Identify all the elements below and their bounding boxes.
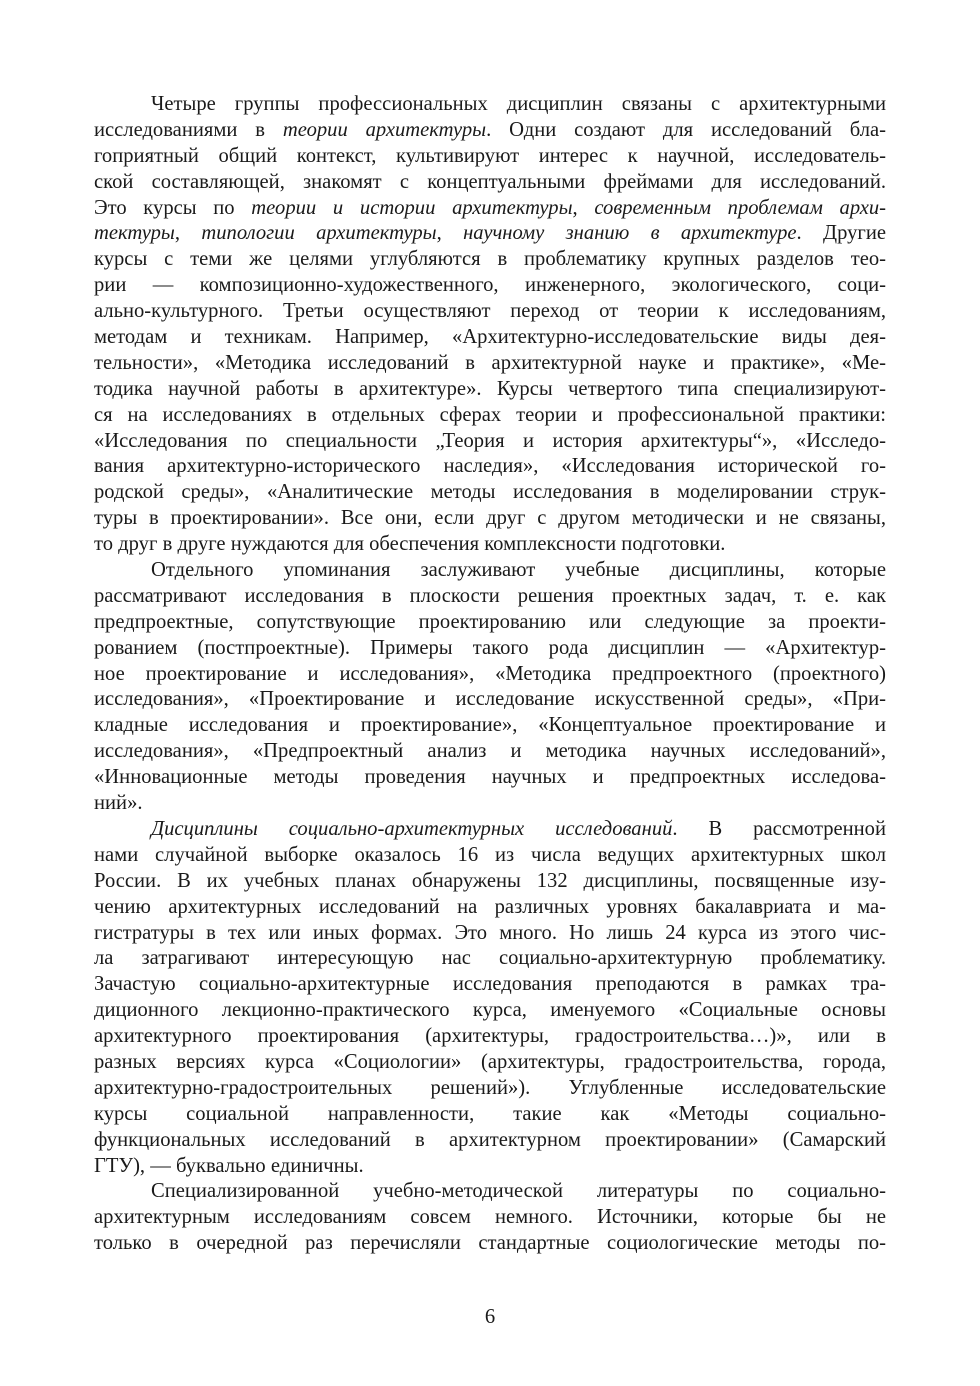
- text-line: [94, 998, 886, 1024]
- text-run: ской составляющей, знакомят с концептуальными фреймами для исследований.: [94, 170, 886, 193]
- text-run: Это курсы по: [94, 196, 252, 219]
- text-run: архитектурного проектирования (архитектуры, градостроительства…)», или в: [94, 1025, 886, 1048]
- text-run: гоприятный общий контекст, культивируют интерес к научной, исследователь-: [94, 144, 886, 167]
- body-text: [94, 92, 886, 1257]
- text-run: гистратуры в тех или иных формах. Это много. Но лишь 24 курса из этого чис-: [94, 921, 886, 944]
- text-line: [94, 351, 886, 377]
- text-line: [94, 1231, 886, 1257]
- text-line: [94, 170, 886, 196]
- text-run: рованием (постпроектные). Примеры такого рода дисциплин — «Архитектур-: [94, 636, 886, 659]
- text-line: [94, 196, 886, 222]
- text-line: [94, 532, 886, 558]
- text-line: [94, 869, 886, 895]
- text-run: ний».: [94, 792, 143, 815]
- text-line: [94, 558, 886, 584]
- text-run: ГТУ), — буквально единичны.: [94, 1154, 364, 1177]
- text-run: чению архитектурных исследований на различных уровнях бакалавриата и ма-: [94, 895, 886, 918]
- text-line: [94, 325, 886, 351]
- text-run: то друг в друге нуждаются для обеспечения комплексности подготовки.: [94, 533, 726, 556]
- text-run: рассматривают исследования в плоскости решения проектных задач, т. е. как: [94, 584, 886, 607]
- text-line: [94, 1179, 886, 1205]
- text-line: [94, 403, 886, 429]
- text-run: . Другие: [796, 222, 887, 245]
- text-run: . В рассмотренной: [672, 817, 886, 840]
- text-line: [94, 247, 886, 273]
- text-line: [94, 1128, 886, 1154]
- text-line: [94, 118, 886, 144]
- text-run: исследованиями в: [94, 118, 283, 141]
- text-run: методам и техникам. Например, «Архитектурно-исследовательские виды дея-: [94, 326, 886, 349]
- text-line: [94, 1102, 886, 1128]
- text-line: [94, 1154, 886, 1180]
- text-run: архитектурно-градостроительных решений»). Углубленные исследовательские: [94, 1076, 886, 1099]
- text-run: Зачастую социально-архитектурные исследования преподаются в рамках тра-: [94, 973, 886, 996]
- italic-text: Дисциплины социально-архитектурных исследований: [151, 817, 673, 840]
- text-line: [94, 1024, 886, 1050]
- text-line: [94, 610, 886, 636]
- text-run: диционного лекционно-практического курса, именуемого «Социальные основы: [94, 999, 886, 1022]
- text-line: [94, 221, 886, 247]
- text-run: вания архитектурно-исторического наследия», «Исследования исторической го-: [94, 455, 886, 478]
- text-line: [94, 299, 886, 325]
- text-run: тельности», «Методика исследований в архитектурной науке и практике», «Ме-: [94, 351, 886, 374]
- text-line: [94, 1076, 886, 1102]
- text-line: [94, 377, 886, 403]
- text-run: кладные исследования и проектирование», «Концептуальное проектирование и: [94, 714, 886, 737]
- text-line: [94, 713, 886, 739]
- text-line: [94, 817, 886, 843]
- text-run: тодика научной работы в архитектуре». Курсы четвертого типа специализируют-: [94, 377, 886, 400]
- text-line: [94, 662, 886, 688]
- text-line: [94, 921, 886, 947]
- text-run: ально-культурного. Третьи осуществляют переход от теории к исследованиям,: [94, 300, 886, 323]
- text-run: функциональных исследований в архитектурном проектировании» (Самарский: [94, 1128, 886, 1151]
- text-line: [94, 144, 886, 170]
- text-run: ла затрагивают интересующую нас социально-архитектурную проблематику.: [94, 947, 886, 970]
- text-line: [94, 843, 886, 869]
- text-run: предпроектные, сопутствующие проектированию или следующие за проекти-: [94, 610, 886, 633]
- text-line: [94, 506, 886, 532]
- text-line: [94, 273, 886, 299]
- text-line: [94, 739, 886, 765]
- italic-text: теории и истории архитектуры: [251, 196, 573, 219]
- text-run: ,: [174, 222, 202, 245]
- italic-text: современным проблемам архи-: [594, 196, 886, 219]
- text-run: ся на исследованиях в отдельных сферах теории и профессиональной практики:: [94, 403, 886, 426]
- text-run: исследования», «Предпроектный анализ и методика научных исследований»,: [94, 740, 886, 763]
- page-number: 6: [484, 1306, 496, 1328]
- text-run: архитектурным исследованиям совсем немного. Источники, которые бы не: [94, 1206, 886, 1229]
- text-line: [94, 1050, 886, 1076]
- text-run: . Одни создают для исследований бла-: [486, 118, 886, 141]
- text-run: ное проектирование и исследования», «Методика предпроектного (проектного): [94, 662, 886, 685]
- text-run: России. В их учебных планах обнаружены 132 дисциплины, посвященные изу-: [94, 869, 886, 892]
- text-run: курсы с теми же целями углубляются в проблематику крупных разделов тео-: [94, 248, 886, 271]
- text-run: только в очередной раз перечисляли стандартные социологические методы по-: [94, 1232, 886, 1255]
- text-line: [94, 584, 886, 610]
- text-line: [94, 636, 886, 662]
- text-run: Отдельного упоминания заслуживают учебные дисциплины, которые: [151, 559, 886, 582]
- text-line: [94, 765, 886, 791]
- text-run: ,: [572, 196, 595, 219]
- text-run: туры в проектировании». Все они, если друг с другом методически и не связаны,: [94, 507, 886, 530]
- italic-text: типологии архитектуры: [201, 222, 437, 245]
- text-run: «Инновационные методы проведения научных и предпроектных исследова-: [94, 766, 886, 789]
- text-run: Четыре группы профессиональных дисциплин связаны с архитектурными: [151, 93, 886, 115]
- text-run: родской среды», «Аналитические методы исследования в моделировании струк-: [94, 481, 886, 504]
- italic-text: теории архитектуры: [282, 118, 487, 141]
- text-run: нами случайной выборке оказалось 16 из числа ведущих архитектурных школ: [94, 843, 886, 866]
- text-line: [94, 454, 886, 480]
- text-line: [94, 429, 886, 455]
- text-run: рии — композиционно-художественного, инженерного, экологического, соци-: [94, 274, 886, 297]
- text-line: [94, 1205, 886, 1231]
- text-line: [94, 895, 886, 921]
- text-line: [94, 972, 886, 998]
- text-run: Специализированной учебно-методической литературы по социально-: [151, 1180, 886, 1203]
- text-run: ,: [436, 222, 464, 245]
- text-run: курсы социальной направленности, такие как «Методы социально-: [94, 1102, 886, 1125]
- text-line: [94, 480, 886, 506]
- italic-text: тектуры: [94, 222, 175, 245]
- text-line: [94, 92, 886, 118]
- text-line: [94, 687, 886, 713]
- text-line: [94, 791, 886, 817]
- text-run: разных версиях курса «Социологии» (архитектуры, градостроительства, города,: [94, 1050, 886, 1073]
- text-run: «Исследования по специальности „Теория и история архитектуры“», «Исследо-: [94, 429, 886, 452]
- italic-text: научному знанию в архитектуре: [463, 222, 797, 245]
- text-run: исследования», «Проектирование и исследование искусственной среды», «При-: [94, 688, 886, 711]
- text-line: [94, 946, 886, 972]
